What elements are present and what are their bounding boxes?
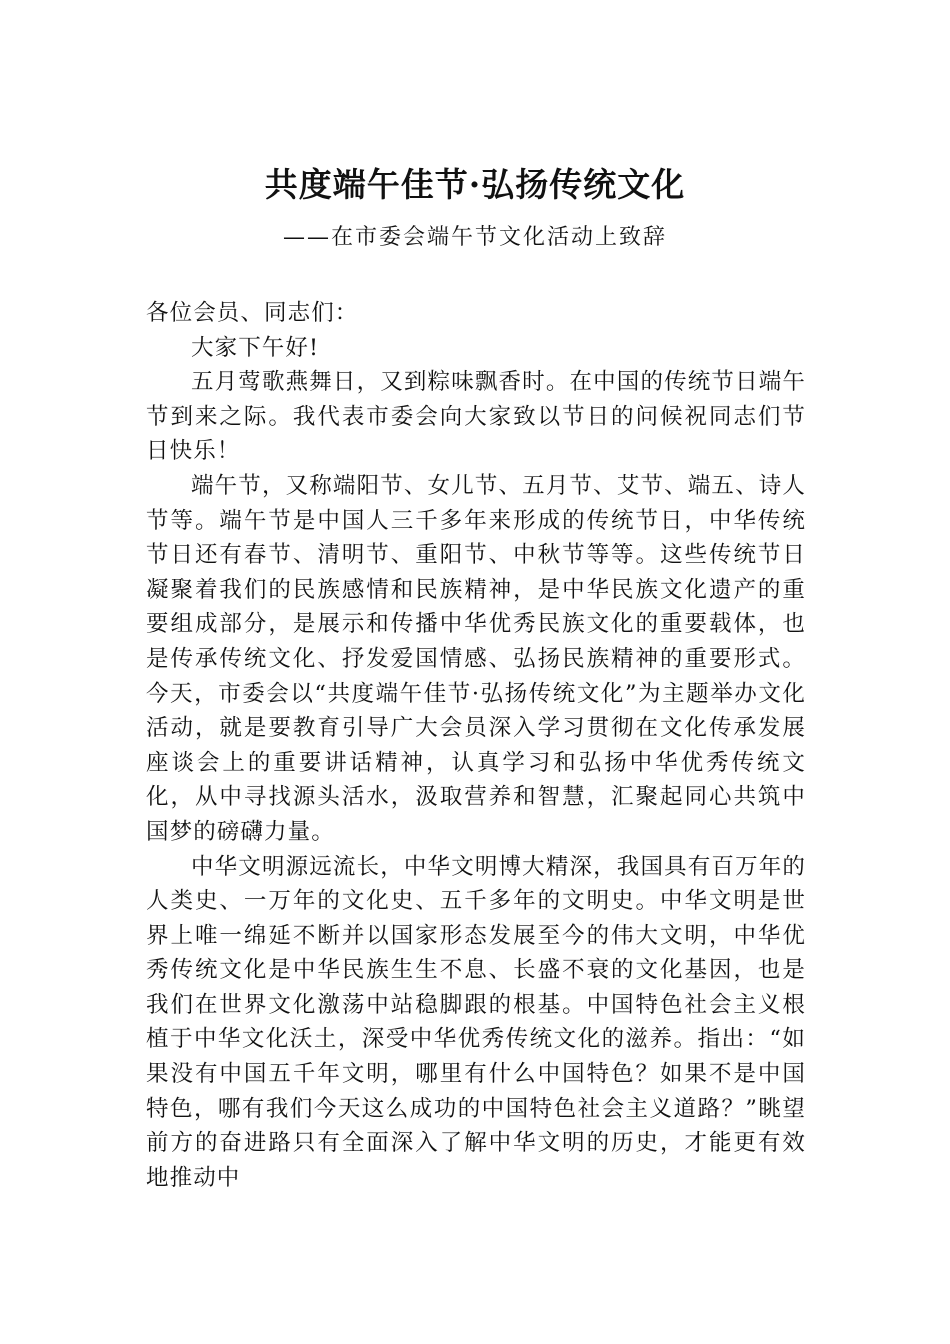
document-body [146, 296, 806, 1195]
document-title: 共度端午佳节·弘扬传统文化 [264, 165, 686, 204]
salutation: 各位会员、同志们： [146, 300, 359, 326]
paragraph-greeting: 大家下午好! [191, 334, 320, 361]
paragraph-2: 端午节，又称端阳节、女儿节、五月节、艾节、端五、诗人节等。端午节是中国人三千多年来形成的传统节日，中华传统节日还有春节、清明节、重阳节、中秋节等等。这些传统节日凝聚着我们的民族感情和民族精神，是中华民族文化遗产的重要组成部分，是展示和传播中华优秀民族文化的重要载体，也是传承传统文化、抒发爱国情感、弘扬民族精神的重要形式。今天，市委会以“共度端午佳节·弘扬传统文化”为主题举办文化活动，就是要教育引导广大会员深入学习贯彻在文化传承发展座谈会上的重要讲话精神，认真学习和弘扬中华优秀传统文化，从中寻找源头活水，汲取营养和智慧，汇聚起同心共筑中国梦的磅礴力量。 [146, 472, 806, 845]
paragraph-1: 五月莺歌燕舞日，又到粽味飘香时。在中国的传统节日端午节到来之际。我代表市委会向大家致以节日的问候祝同志们节日快乐！ [146, 369, 806, 465]
document-subtitle: ——在市委会端午节文化活动上致辞 [282, 225, 667, 250]
paragraph-3: 中华文明源远流长，中华文明博大精深，我国具有百万年的人类史、一万年的文化史、五千多年的文明史。中华文明是世界上唯一绵延不断并以国家形态发展至今的伟大文明，中华优秀传统文化是中华民族生生不息、长盛不衰的文化基因，也是我们在世界文化激荡中站稳脚跟的根基。中国特色社会主义根植于中华文化沃土，深受中华优秀传统文化的滋养。指出：“如果没有中国五千年文明，哪里有什么中国特色？如果不是中国特色，哪有我们今天这么成功的中国特色社会主义道路？”眺望前方的奋进路只有全面深入了解中华文明的历史，才能更有效地推动中 [146, 853, 806, 1191]
